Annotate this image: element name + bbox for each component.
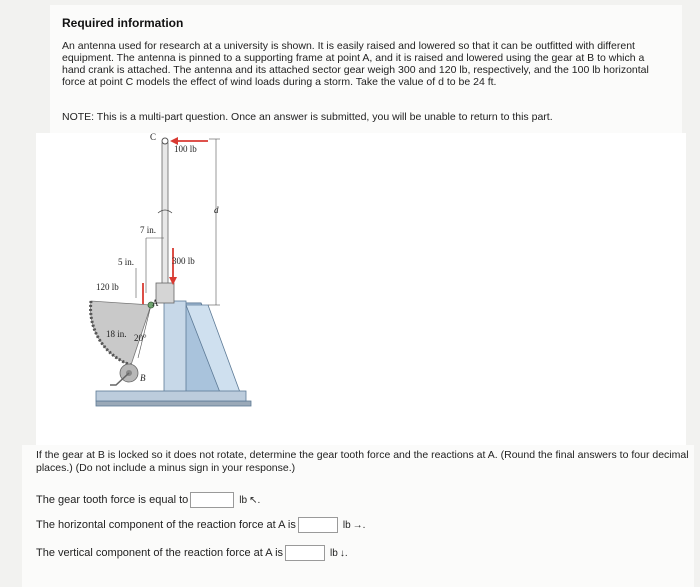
label-point-a: A [152,298,159,308]
ay-unit: lb [330,547,338,559]
answer-row-ax [36,517,365,533]
gear-force-direction: ↖. [249,494,261,506]
label-d: d [214,205,219,215]
label-120-lb: 120 lb [96,282,119,292]
base-plate [96,401,251,406]
required-information-heading: Required information [62,16,184,30]
problem-intro-text: An antenna used for research at a university is shown. It is easily raised and lowered so that it can be outfitted with different equipment. The antenna is pinned to a supporting frame at point A, and it is raised and lowered using the gear at B to which a hand crank is attached. The antenna and its attached sector gear weigh 300 and 120 lb, respectively, and the 100 lb horizontal force at point C models the effect of wind loads during a storm. Take the value of d to be 24 ft. [62,40,649,88]
ay-label: The vertical component of the reaction force at A is [36,547,284,559]
answer-row-ay [36,545,348,561]
antenna-mast [162,143,168,293]
gear-force-input[interactable] [190,492,234,508]
point-c-marker [162,138,168,144]
multi-part-note: NOTE: This is a multi-part question. Once an answer is submitted, you will be unable to return to this part. [62,111,553,123]
label-300-lb: 300 lb [172,256,195,266]
gear-force-label: The gear tooth force is equal to [36,494,189,506]
frame-foot [96,391,246,401]
ax-direction: →. [352,519,366,531]
label-18-in: 18 in. [106,329,127,339]
support-column [164,301,186,393]
label-point-c: C [150,132,157,142]
ax-input[interactable] [298,517,338,533]
label-point-b: B [140,373,146,383]
question-text: If the gear at B is locked so it does not rotate, determine the gear tooth force and the reactions at A. (Round the final answers to four decimal places.) (Do not include a minus sign in your response.) [36,449,689,474]
antenna-diagram [36,133,686,445]
label-100-lb: 100 lb [174,144,197,154]
ay-input[interactable] [285,545,325,561]
antenna-diagram-svg [36,133,686,445]
label-20-deg: 20° [134,333,147,343]
label-7-in: 7 in. [140,225,157,235]
ax-unit: lb [342,519,351,531]
label-5-in: 5 in. [118,257,135,267]
ay-direction: ↓. [339,547,348,559]
answer-row-gear-force [36,492,260,508]
ax-label: The horizontal component of the reaction force at A is [36,519,296,531]
gear-force-unit: lb [239,494,248,506]
